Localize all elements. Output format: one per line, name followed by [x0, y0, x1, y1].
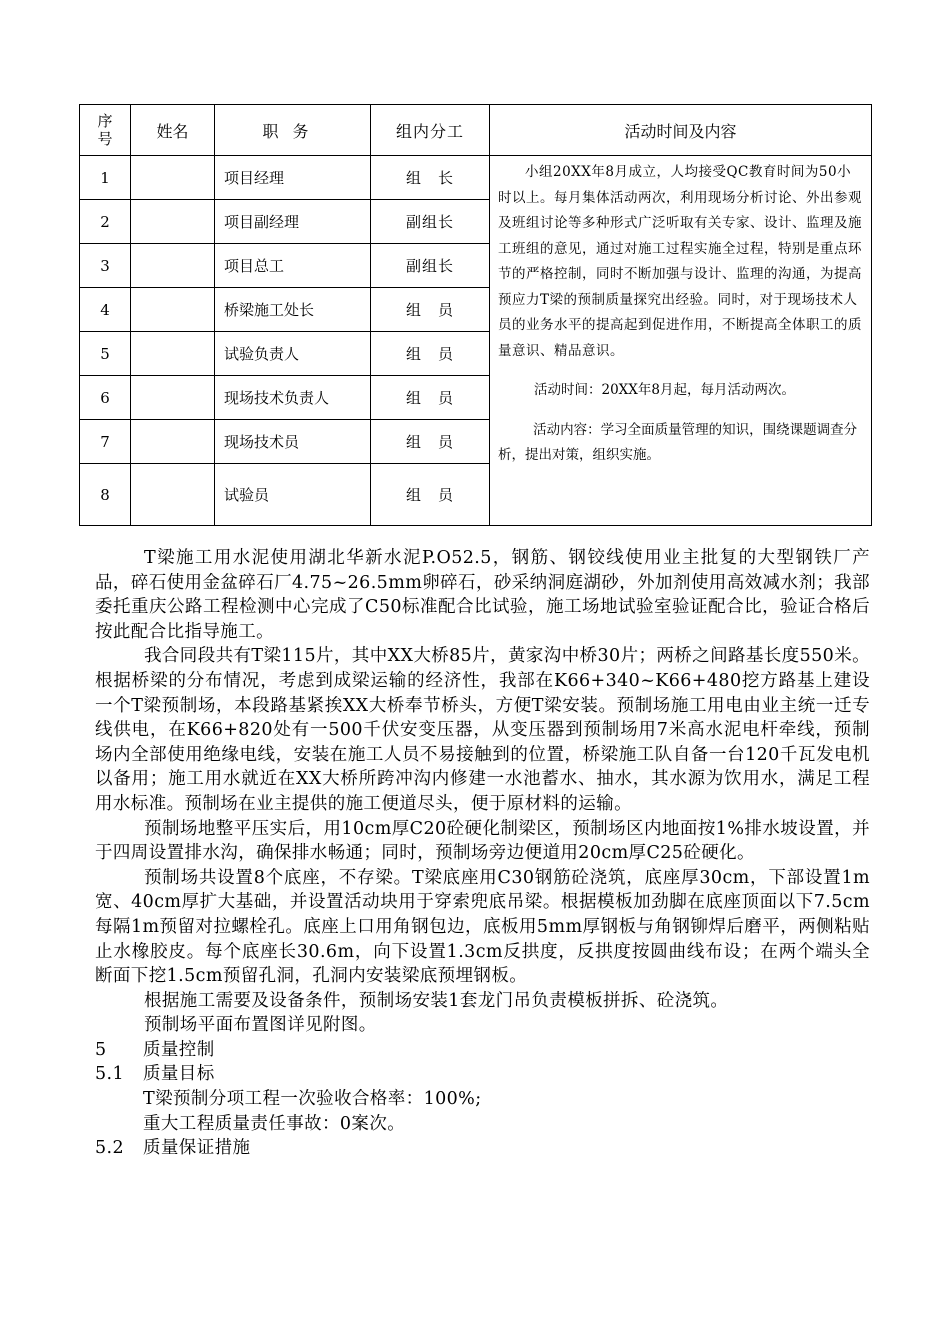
cell-role: 组 员: [371, 288, 490, 332]
activity-time: 活动时间：20XX年8月起，每月活动两次。: [534, 382, 795, 398]
cell-position: 试验负责人: [215, 332, 371, 376]
section-heading-5: [95, 1038, 870, 1063]
document-body: [95, 546, 870, 1161]
activity-intro: 小组20XX年8月成立，人均接受QC教育时间为50小时以上。每月集体活动两次，利用现场分析讨论、外出参观及班组讨论等多种形式广泛听取有关专家、设计、监理及施工班组的意见，通过对施工过程实施全过程，特别是重点环节的严格控制，同时不断加强与设计、监理的沟通，为提高预应力T梁的预制质量探究出经验。同时，对于现场技术人员的业务水平的提高起到促进作用，不断提高全体职工的质量意识、精品意识。: [498, 164, 862, 359]
paragraph-ground-hardening: 预制场地整平压实后，用10cm厚C20砼硬化制梁区，预制场区内地面按1%排水坡设置，并于四周设置排水沟，确保排水畅通；同时，预制场旁边便道用20cm厚C25砼硬化。: [95, 818, 870, 864]
cell-name: [131, 464, 215, 526]
section-number: 5.1: [95, 1064, 125, 1085]
cell-position: 项目副经理: [215, 200, 371, 244]
section-heading-5-2: [95, 1136, 870, 1161]
paragraph-layout-plan: 预制场平面布置图详见附图。: [144, 1015, 377, 1036]
cell-name: [131, 288, 215, 332]
cell-seq: 7: [80, 420, 131, 464]
paragraph-materials: T梁施工用水泥使用湖北华新水泥P.O52.5，钢筋、钢铰线使用业主批复的大型钢铁厂产品，碎石使用金盆碎石厂4.75~26.5mm卵碎石，砂采纳洞庭湖砂，外加剂使用高效减水剂；我部委托重庆公路工程检测中心完成了C50标准配合比试验，施工场地试验室验证配合比，验证合格后按此配合比指导施工。: [95, 548, 870, 642]
cell-seq: 5: [80, 332, 131, 376]
cell-name: [131, 156, 215, 200]
qc-member-table: [79, 104, 872, 526]
cell-role: 组 员: [371, 332, 490, 376]
table-row: [80, 156, 872, 200]
cell-position: 试验员: [215, 464, 371, 526]
section-title: 质量保证措施: [143, 1138, 251, 1159]
cell-seq: 6: [80, 376, 131, 420]
activity-content: 活动内容：学习全面质量管理的知识，围绕课题调查分析，提出对策，组织实施。: [498, 421, 858, 463]
cell-role: 副组长: [371, 200, 490, 244]
cell-role: 组 员: [371, 376, 490, 420]
cell-position: 桥梁施工处长: [215, 288, 371, 332]
header-seq: 序 号: [80, 105, 131, 156]
quality-goal-pass-rate: T梁预制分项工程一次验收合格率：100%;: [143, 1089, 482, 1110]
activity-cell: [490, 156, 872, 526]
paragraph-pedestals: 预制场共设置8个底座，不存梁。T梁底座用C30钢筋砼浇筑，底座厚30cm，下部设置1m宽、40cm厚扩大基础，并设置活动块用于穿索兜底吊梁。根据模板加劲脚在底座顶面以下7.5cm每隔1m预留对拉螺栓孔。底座上口用角钢包边，底板用5mm厚钢板与角钢铆焊后磨平，两侧粘贴止水橡胶皮。每个底座长30.6m，向下设置1.3cm反拱度，反拱度按圆曲线布设；在两个端头全断面下挖1.5cm预留孔洞，孔洞内安装梁底预埋钢板。: [95, 867, 870, 987]
cell-position: 现场技术员: [215, 420, 371, 464]
cell-seq: 2: [80, 200, 131, 244]
cell-name: [131, 200, 215, 244]
cell-seq: 8: [80, 464, 131, 526]
header-position: 职务: [215, 105, 371, 156]
cell-name: [131, 244, 215, 288]
header-activity: 活动时间及内容: [490, 105, 872, 156]
quality-goal-accidents: 重大工程质量责任事故：0案次。: [143, 1113, 406, 1134]
cell-name: [131, 332, 215, 376]
section-heading-5-1: [95, 1062, 870, 1087]
cell-seq: 4: [80, 288, 131, 332]
cell-position: 现场技术负责人: [215, 376, 371, 420]
cell-position: 项目经理: [215, 156, 371, 200]
section-title: 质量目标: [143, 1064, 215, 1085]
section-title: 质量控制: [143, 1039, 215, 1060]
paragraph-gantry-crane: 根据施工需要及设备条件，预制场安装1套龙门吊负责模板拼拆、砼浇筑。: [144, 990, 729, 1011]
cell-name: [131, 420, 215, 464]
paragraph-site-layout: 我合同段共有T梁115片，其中XX大桥85片，黄家沟中桥30片；两桥之间路基长度550米。根据桥梁的分布情况，考虑到成梁运输的经济性，我部在K66+340~K66+480挖方路基上建设一个T梁预制场，本段路基紧挨XX大桥奉节桥头，方便T梁安装。预制场施工用电由业主统一迁专线供电，在K66+820处有一500千伏安变压器，从变压器到预制场用7米高水泥电杆牵线，预制场内全部使用绝缘电线，安装在施工人员不易接触到的位置，桥梁施工队自备一台120千瓦发电机以备用；施工用水就近在XX大桥所跨冲沟内修建一水池蓄水、抽水，其水源为饮用水，满足工程用水标准。预制场在业主提供的施工便道尽头，便于原材料的运输。: [95, 646, 870, 814]
cell-seq: 1: [80, 156, 131, 200]
section-number: 5.2: [95, 1138, 125, 1159]
cell-role: 组 员: [371, 420, 490, 464]
table-header-row: [80, 105, 872, 156]
cell-role: 副组长: [371, 244, 490, 288]
section-number: 5: [95, 1039, 107, 1060]
header-role: 组内分工: [371, 105, 490, 156]
cell-name: [131, 376, 215, 420]
cell-position: 项目总工: [215, 244, 371, 288]
cell-role: 组 员: [371, 464, 490, 526]
cell-role: 组 长: [371, 156, 490, 200]
header-name: 姓名: [131, 105, 215, 156]
cell-seq: 3: [80, 244, 131, 288]
